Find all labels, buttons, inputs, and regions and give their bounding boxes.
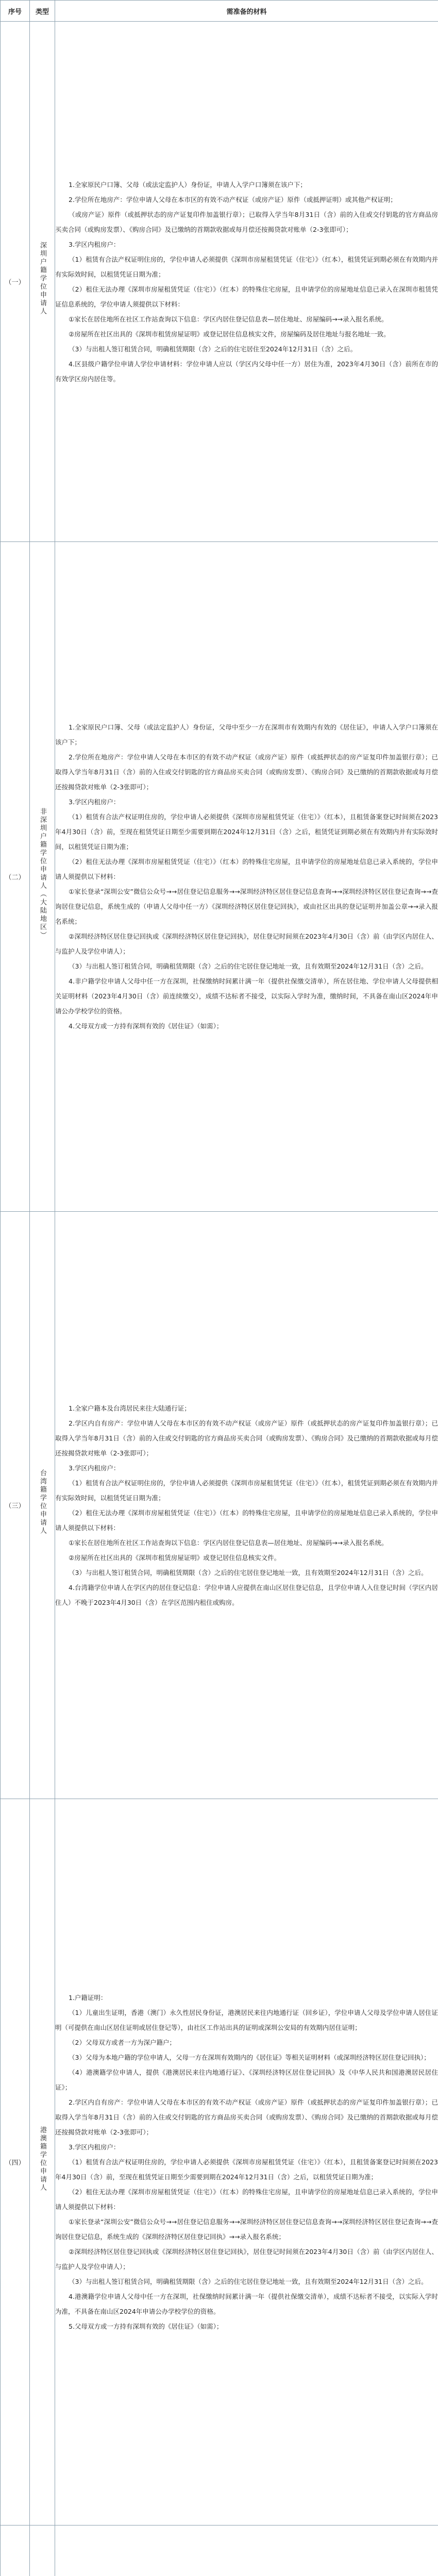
header-materials: 需准备的材料 bbox=[55, 1, 438, 22]
material-paragraph: （1）租赁有合法产权证明住房的，学位申请人必须提供《深圳市房屋租赁凭证（住宅）》（红本），租赁凭证到期必须在有效期内并有实际效时间，以租赁凭证日期为准； bbox=[55, 1479, 438, 1502]
table-row bbox=[1, 542, 438, 1212]
row-type-label: 深圳户籍学位申请人 bbox=[39, 241, 46, 316]
material-paragraph: （2）租住无法办理《深圳市房屋租赁凭证（住宅）》（红本）的特殊住宅房屋，且申请学位的房屋地址信息已录入系统的，学位申请人须提供以下材料： bbox=[55, 1509, 438, 1532]
material-paragraph: ②深圳经济特区居住登记回执或《深圳经济特区居住登记回执》，居住登记时间须在2023年4月30日（含）前（由学区内居住人、与监护人及学位申请人）； bbox=[55, 2248, 438, 2270]
row-type-label: 台湾籍学位申请人 bbox=[39, 1469, 46, 1535]
row-type-cell bbox=[30, 1212, 55, 1799]
material-paragraph: （2）租住无法办理《深圳市房屋租赁凭证（住宅）》（红本）的特殊住宅房屋，且申请学位的房屋地址信息已录入在深圳市租赁凭证信息系统的，学位申请人须提供以下材料： bbox=[55, 285, 438, 308]
row-type-cell bbox=[30, 542, 55, 1212]
header-no: 序号 bbox=[1, 1, 30, 22]
row-number: （一） bbox=[1, 22, 30, 542]
material-paragraph: （3）与出租人签订租赁合同，明确租赁期限（含）之后的住宅居住登记地址一致，且有效期至2024年12月31日（含）之后。 bbox=[69, 2278, 428, 2285]
row-number: （四） bbox=[1, 1799, 30, 2526]
material-paragraph: 1.户籍证明： bbox=[69, 1994, 107, 2002]
row-materials bbox=[55, 1212, 438, 1799]
material-paragraph: 2.学位所在地房产：学位申请人父母在本市区的有效不动产权证（或房产证）原件（或抵押状态的房产证复印件加盖银行章）；已取得入学当年8月31日（含）前的入住或交付钥匙的官方商品房买卖合同（或购房发票）、《购房合同》及已缴纳的首期款收据或每月偿还按揭贷款对账单（2-3张即可）； bbox=[55, 753, 438, 791]
material-paragraph: ②深圳经济特区居住登记回执或《深圳经济特区居住登记回执》，居住登记时间须在2023年4月30日（含）前（由学区内居住人、与监护人及学位申请人）； bbox=[55, 933, 438, 955]
material-paragraph: ①家长登录“深圳公安”微信公众号→→居住登记信息服务→→深圳经济特区居住登记信息查询→→深圳经济特区居住登记查询→→查询居住登记信息，系统生成的（申请人父母中任一方）《深圳经济特区居住登记回执》，或由社区出具的登记证明并加盖公章→→录入报名系统； bbox=[55, 888, 438, 925]
material-paragraph: （1）租赁有合法产权证明住房的，学位申请人必须提供《深圳市房屋租赁凭证（住宅）》（红本），租赁凭证到期必须在有效期内并有实际效时间，以租赁凭证日期为准； bbox=[55, 255, 438, 278]
row-type-cell bbox=[30, 1799, 55, 2526]
material-paragraph: ②房屋所在社区出具的《深圳市租赁房屋证明》或登记居住信息核实文件。 bbox=[69, 1553, 281, 1562]
material-paragraph: 2.学区内自有房产：学位申请人父母在本市区的有效不动产权证（或房产证）原件（或抵押状态的房产证复印件加盖银行章）；已取得入学当年8月31日（含）前的入住或交付钥匙的官方商品房买卖合同（或购房发票）、《购房合同》及已缴纳的首期款收据或每月偿还按揭贷款对账单（2-3张即可）； bbox=[55, 1419, 438, 1457]
material-paragraph: 4.台湾籍学位申请人在学区内的居住登记信息：学位申请人应提供在南山区居住登记信息，且学位申请人入住登记时间（学区内居住人）不晚于2023年4月30日（含）在学区范围内租住或购房。 bbox=[55, 1583, 438, 1606]
material-paragraph: 4.非户籍学位申请人父母中任一方在深圳，社保缴纳时间累计满一年（提供社保缴交清单），所在居住地、学位申请人父母提供相关证明材料（2023年4月30日（含）前连续缴交），成绩不达标者不接受，以实际入学时为准，缴纳时间，不具备在南山区2024年申请公办学校学位的资格。 bbox=[55, 977, 438, 1015]
row-type-cell bbox=[30, 2526, 55, 2576]
material-paragraph: （4）港澳籍学位申请人，提供《港澳居民来往内地通行证》、《深圳经济特区居住登记回执》及《中华人民共和国港澳居民居住证》； bbox=[55, 2069, 438, 2091]
material-paragraph: 5.父母双方或一方持有深圳有效的《居住证》（如需）； bbox=[69, 2323, 223, 2330]
material-paragraph: 4.父母双方或一方持有深圳有效的《居住证》（如需）； bbox=[69, 1022, 223, 1030]
material-paragraph: 2.学位所在地房产：学位申请人父母在本市区的有效不动产权证（或房产证）原件（或抵押证明）或其他产权证明； bbox=[69, 195, 397, 204]
material-paragraph: 3.学区内租房户： bbox=[69, 1464, 120, 1472]
material-paragraph: 1.全家原民户口簿、父母（或法定监护人）身份证，父母中至少一方在深圳市有效期内有效的《居住证》，申请人入学户口簿须在该户下； bbox=[55, 723, 438, 746]
material-paragraph: 4.区县级户籍学位申请人学位申请材料：学位申请人应以（学区内父母中任一方）居住为准，2023年4月30日（含）前所在市的有效学区房内居住等。 bbox=[55, 360, 438, 383]
material-paragraph: ①家长登录“深圳公安”微信公众号→→居住登记信息服务→→深圳经济特区居住登记信息查询→→深圳经济特区居住登记查询→→查询居住登记信息，系统生成的《深圳经济特区居住登记回执》→→录入报名系统； bbox=[55, 2218, 438, 2241]
row-materials bbox=[55, 1799, 438, 2526]
material-paragraph: （3）与出租人签订租赁合同，明确租赁期限（含）之后的住宅居住登记地址一致，且有效期至2024年12月31日（含）之后。 bbox=[69, 962, 428, 970]
material-paragraph: 1.全家原民户口簿、父母（或法定监护人）身份证，申请人入学户口簿须在该户下； bbox=[69, 180, 307, 189]
material-paragraph: ①家长在居住地所在社区工作站查询以下信息：学区内居住登记信息表—居住地址、房屋编码→→录入报名系统。 bbox=[69, 315, 388, 323]
table-row bbox=[1, 22, 438, 542]
table-row bbox=[1, 1212, 438, 1799]
row-number: （三） bbox=[1, 1212, 30, 1799]
header-type: 类型 bbox=[30, 1, 55, 22]
material-paragraph: ①家长在居住地所在社区工作站查询以下信息：学区内居住登记信息表—居住地址、房屋编码→→录入报名系统。 bbox=[69, 1538, 388, 1547]
table-header-row bbox=[1, 1, 438, 22]
material-paragraph: （3）与出租人签订租赁合同，明确租赁期限（含）之后的住宅居住登记地址一致，且有效期至2024年12月31日（含）之后。 bbox=[69, 1568, 428, 1577]
row-materials bbox=[55, 542, 438, 1212]
material-paragraph: （3）父母为本地户籍的学位申请人，父母一方在深圳有效期内的《居住证》等相关证明材料（或深圳经济特区居住登记回执）； bbox=[69, 2054, 430, 2061]
table-row bbox=[1, 1799, 438, 2526]
row-number: （二） bbox=[1, 542, 30, 1212]
material-paragraph: 3.学区内租房户： bbox=[69, 2143, 120, 2151]
table-row bbox=[1, 2526, 438, 2576]
material-paragraph: （或房产证）原件（或抵押状态的房产证复印件加盖银行章）；已取得入学当年8月31日（含）前的入住或交付钥匙的官方商品房买卖合同（或购房发票）、《购房合同》及已缴纳的首期款收据或每月偿还按揭贷款对账单（2-3张即可）； bbox=[55, 210, 438, 233]
material-paragraph: 1.全家户籍本及台湾居民来往大陆通行证； bbox=[69, 1404, 191, 1412]
material-paragraph: （2）租住无法办理《深圳市房屋租赁凭证（住宅）》（红本）的特殊住宅房屋，且申请学位的房屋地址信息已录入系统的，学位申请人须提供以下材料： bbox=[55, 858, 438, 880]
row-number bbox=[1, 2526, 30, 2576]
material-paragraph: （2）租住无法办理《深圳市房屋租赁凭证（住宅）》（红本）的特殊住宅房屋，且申请学位的房屋地址信息已录入系统的，学位申请人须提供以下材料： bbox=[55, 2188, 438, 2211]
material-paragraph: ②房屋所在社区出具的《深圳市租赁房屋证明》或登记居住信息核实文件，房屋编码及居住地址与报名地址一致。 bbox=[69, 330, 390, 338]
material-paragraph: 3.学区内租房户： bbox=[69, 240, 120, 248]
material-paragraph: （1）租赁有合法产权证明住房的，学位申请人必须提供《深圳市房屋租赁凭证（住宅）》（红本），且租赁备案登记时间须在2023年4月30日（含）前，至现在租赁凭证日期至少需要到期在2024年12月31日（含）之后，租赁凭证到期必须在有效期内并有实际效时间，以租赁凭证日期为准； bbox=[55, 813, 438, 851]
material-paragraph: 3.学区内租房户： bbox=[69, 798, 120, 806]
material-paragraph: （3）与出租人签订租赁合同，明确租赁期限（含）之后的住宅居住至2024年12月31日（含）之后。 bbox=[69, 345, 357, 353]
material-paragraph: （1）儿童出生证明，香港（澳门）永久性居民身份证，港澳居民来往内地通行证（回乡证），学位申请人父母及学位申请人居住证明（可提供在南山区居住证明或居住登记等），由社区工作站出具的证明或深圳公安局的有效期内居住证明； bbox=[55, 2009, 438, 2031]
table-body bbox=[1, 22, 438, 2576]
material-paragraph: 4.港澳籍学位申请人父母中任一方在深圳，社保缴纳时间累计满一年（提供社保缴交清单），成绩不达标者不接受，以实际入学时为准，不具备在南山区2024年申请公办学校学位的资格。 bbox=[55, 2293, 438, 2315]
material-paragraph: （2）父母双方或者一方为深户籍户； bbox=[69, 2039, 176, 2046]
row-materials bbox=[55, 22, 438, 542]
material-paragraph: 2.学区内自有房产：学位申请人父母在本市区的有效不动产权证（或房产证）原件（或抵押状态的房产证复印件加盖银行章）；已取得入学当年8月31日（含）前的入住或交付钥匙的官方商品房买卖合同（或购房发票）、《购房合同》及已缴纳的首期款收据或每月偿还按揭贷款对账单（2-3张即可）； bbox=[55, 2098, 438, 2136]
row-type-cell bbox=[30, 22, 55, 542]
row-materials bbox=[55, 2526, 438, 2576]
row-type-label: 非深圳户籍学位申请人（大陆地区） bbox=[39, 807, 46, 940]
material-paragraph bbox=[55, 2574, 438, 2576]
material-paragraph: （1）租赁有合法产权证明住房的，学位申请人必须提供《深圳市房屋租赁凭证（住宅）》（红本），且租赁备案登记时间须在2023年4月30日（含）前，至现在租赁凭证日期至少需要到期在2024年12月31日（含）之后，以租赁凭证日期为准； bbox=[55, 2158, 438, 2181]
row-type-label: 港澳籍学位申请人 bbox=[39, 2126, 46, 2192]
